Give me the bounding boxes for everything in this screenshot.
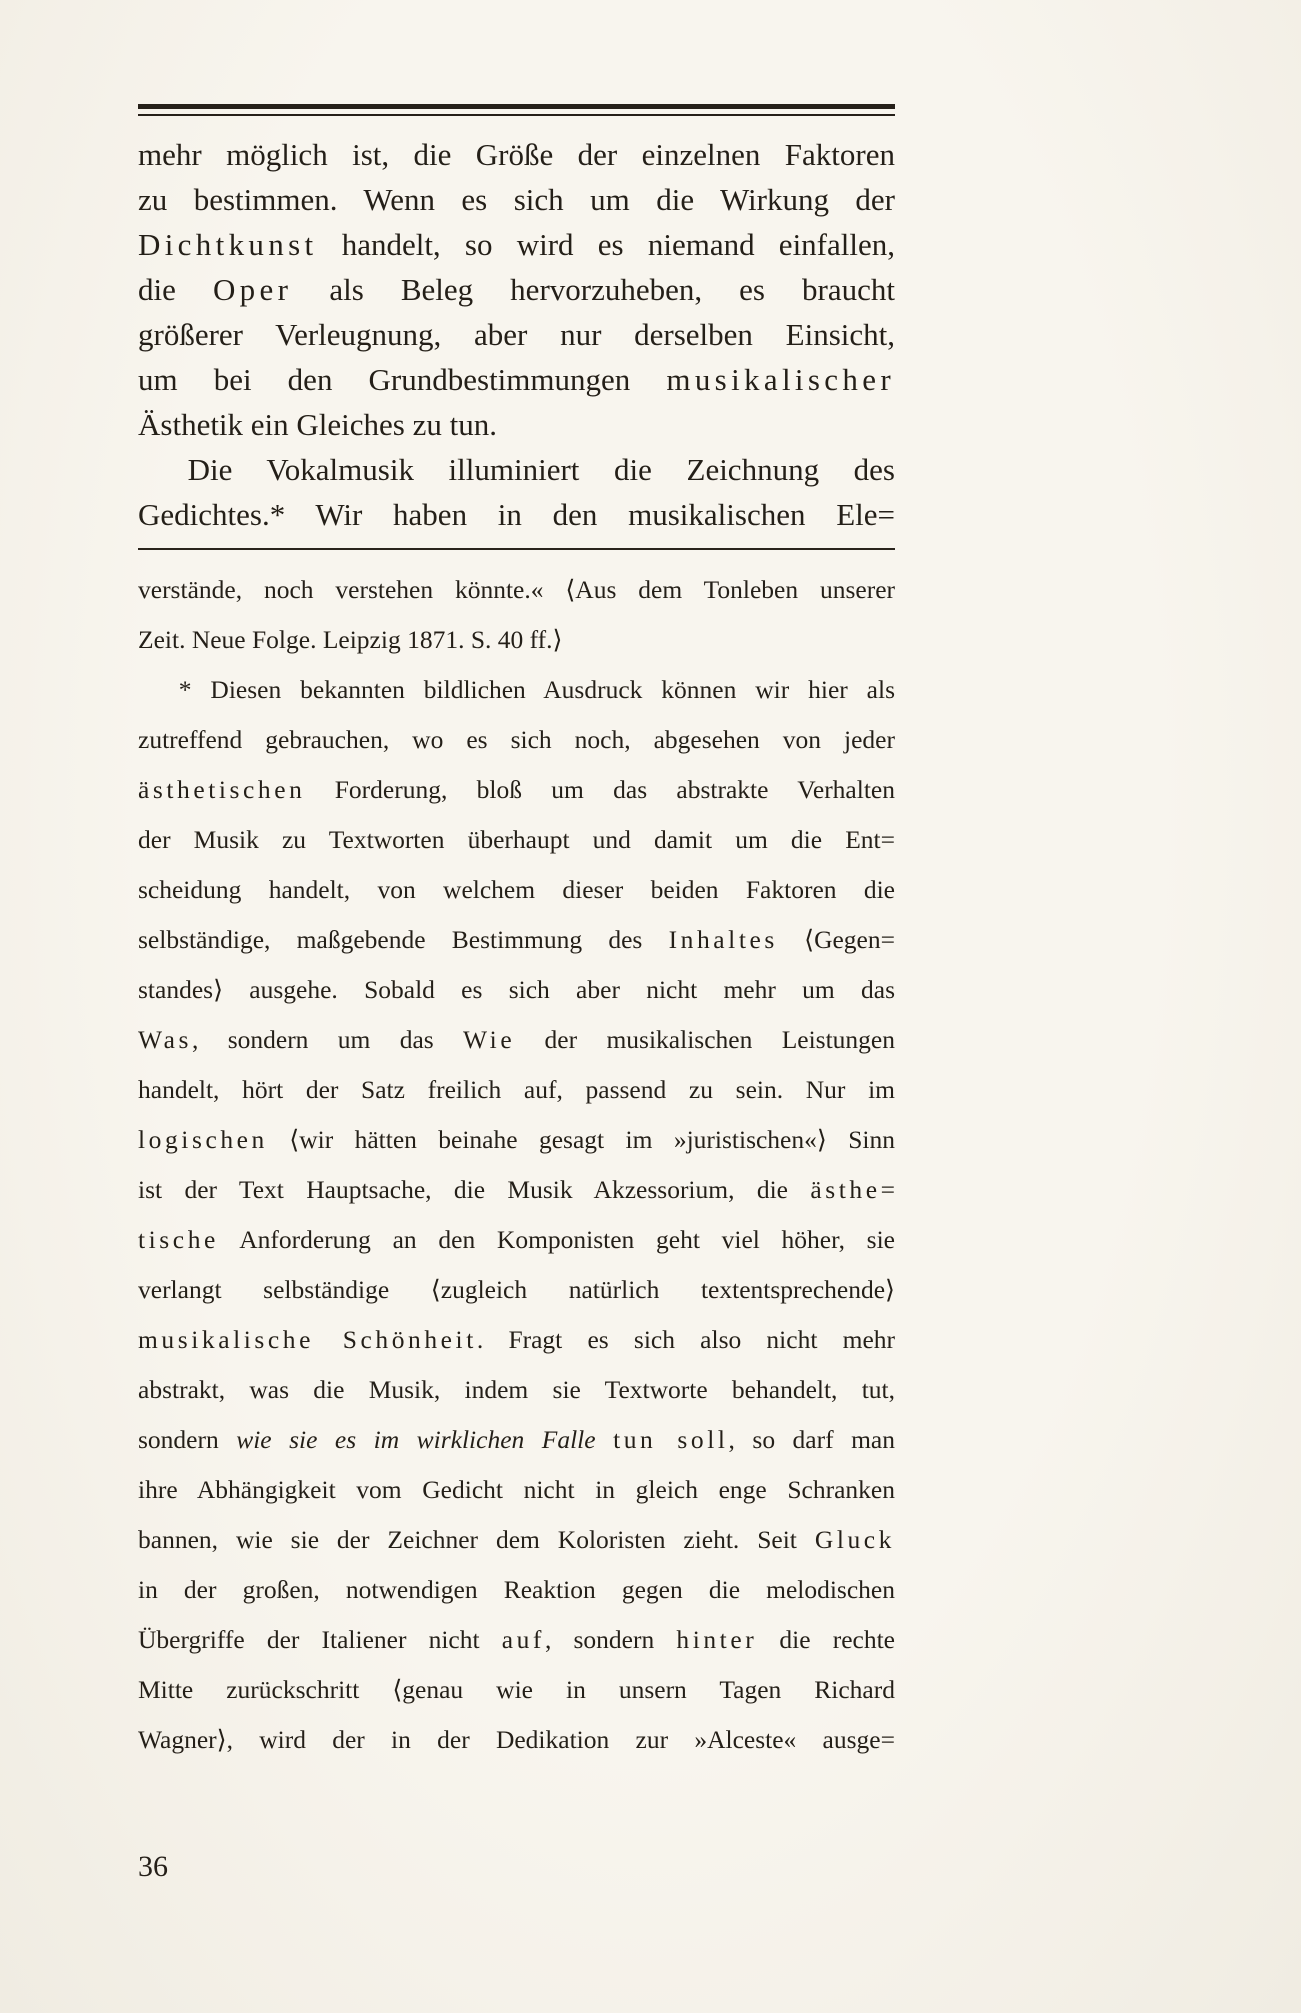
text-line: größerer Verleugnung, aber nur derselben Einsicht,	[138, 317, 895, 352]
text-line: bannen, wie sie der Zeichner dem Koloristen zieht. Seit Gluck	[138, 1525, 895, 1554]
text-line: Die Vokalmusik illuminiert die Zeichnung des	[187, 452, 895, 487]
text-line: standes⟩ ausgehe. Sobald es sich aber nicht mehr um das	[138, 975, 895, 1004]
footnote-block	[138, 565, 895, 1765]
text-line: * Diesen bekannten bildlichen Ausdruck können wir hier als	[178, 675, 895, 704]
text-line: tische Anforderung an den Komponisten geht viel höher, sie	[138, 1225, 895, 1254]
text-line: selbständige, maßgebende Bestimmung des Inhaltes ⟨Gegen=	[138, 925, 895, 954]
text-line: Was, sondern um das Wie der musikalischen Leistungen	[138, 1025, 895, 1054]
text-line: Ästhetik ein Gleiches zu tun.	[138, 407, 497, 442]
text-line: der Musik zu Textworten überhaupt und damit um die Ent=	[138, 825, 895, 854]
text-line: in der großen, notwendigen Reaktion gegen die melodischen	[138, 1575, 895, 1604]
text-line: zu bestimmen. Wenn es sich um die Wirkung der	[138, 182, 895, 217]
text-line: verstände, noch verstehen könnte.« ⟨Aus dem Tonleben unserer	[138, 575, 895, 604]
page-number: 36	[138, 1850, 168, 1883]
text-line: ästhetischen Forderung, bloß um das abstrakte Verhalten	[138, 775, 895, 804]
text-line: Übergriffe der Italiener nicht auf, sondern hinter die rechte	[138, 1625, 896, 1654]
text-line: Mitte zurückschritt ⟨genau wie in unsern Tagen Richard	[138, 1675, 895, 1704]
text-line: handelt, hört der Satz freilich auf, passend zu sein. Nur im	[138, 1075, 895, 1104]
text-line: logischen ⟨wir hätten beinahe gesagt im »juristischen«⟩ Sinn	[138, 1125, 895, 1154]
main-text-block	[138, 132, 895, 537]
text-line: zutreffend gebrauchen, wo es sich noch, abgesehen von jeder	[138, 725, 895, 754]
text-line: Gedichtes.* Wir haben in den musikalischen Ele=	[138, 497, 895, 532]
text-line: die Oper als Beleg hervorzuheben, es braucht	[138, 272, 895, 307]
text-line: musikalische Schönheit. Fragt es sich also nicht mehr	[138, 1325, 896, 1354]
text-line: um bei den Grundbestimmungen musikalischer	[138, 362, 895, 397]
text-line: scheidung handelt, von welchem dieser beiden Faktoren die	[138, 875, 895, 904]
text-line: ist der Text Hauptsache, die Musik Akzessorium, die ästhe=	[138, 1175, 895, 1204]
text-line: verlangt selbständige ⟨zugleich natürlich textentsprechende⟩	[138, 1275, 895, 1304]
text-line: abstrakt, was die Musik, indem sie Textworte behandelt, tut,	[138, 1375, 895, 1404]
footnote-separator-rule	[138, 548, 895, 550]
text-line: sondern wie sie es im wirklichen Falle tun soll, so darf man	[138, 1425, 895, 1454]
text-line: Wagner⟩, wird der in der Dedikation zur »Alceste« ausge=	[138, 1725, 895, 1754]
top-double-rule	[138, 104, 895, 116]
text-line: ihre Abhängigkeit vom Gedicht nicht in gleich enge Schranken	[138, 1475, 895, 1504]
text-line: Zeit. Neue Folge. Leipzig 1871. S. 40 ff.⟩	[138, 625, 563, 654]
text-line: mehr möglich ist, die Größe der einzelnen Faktoren	[138, 137, 895, 172]
text-line: Dichtkunst handelt, so wird es niemand einfallen,	[138, 227, 895, 262]
